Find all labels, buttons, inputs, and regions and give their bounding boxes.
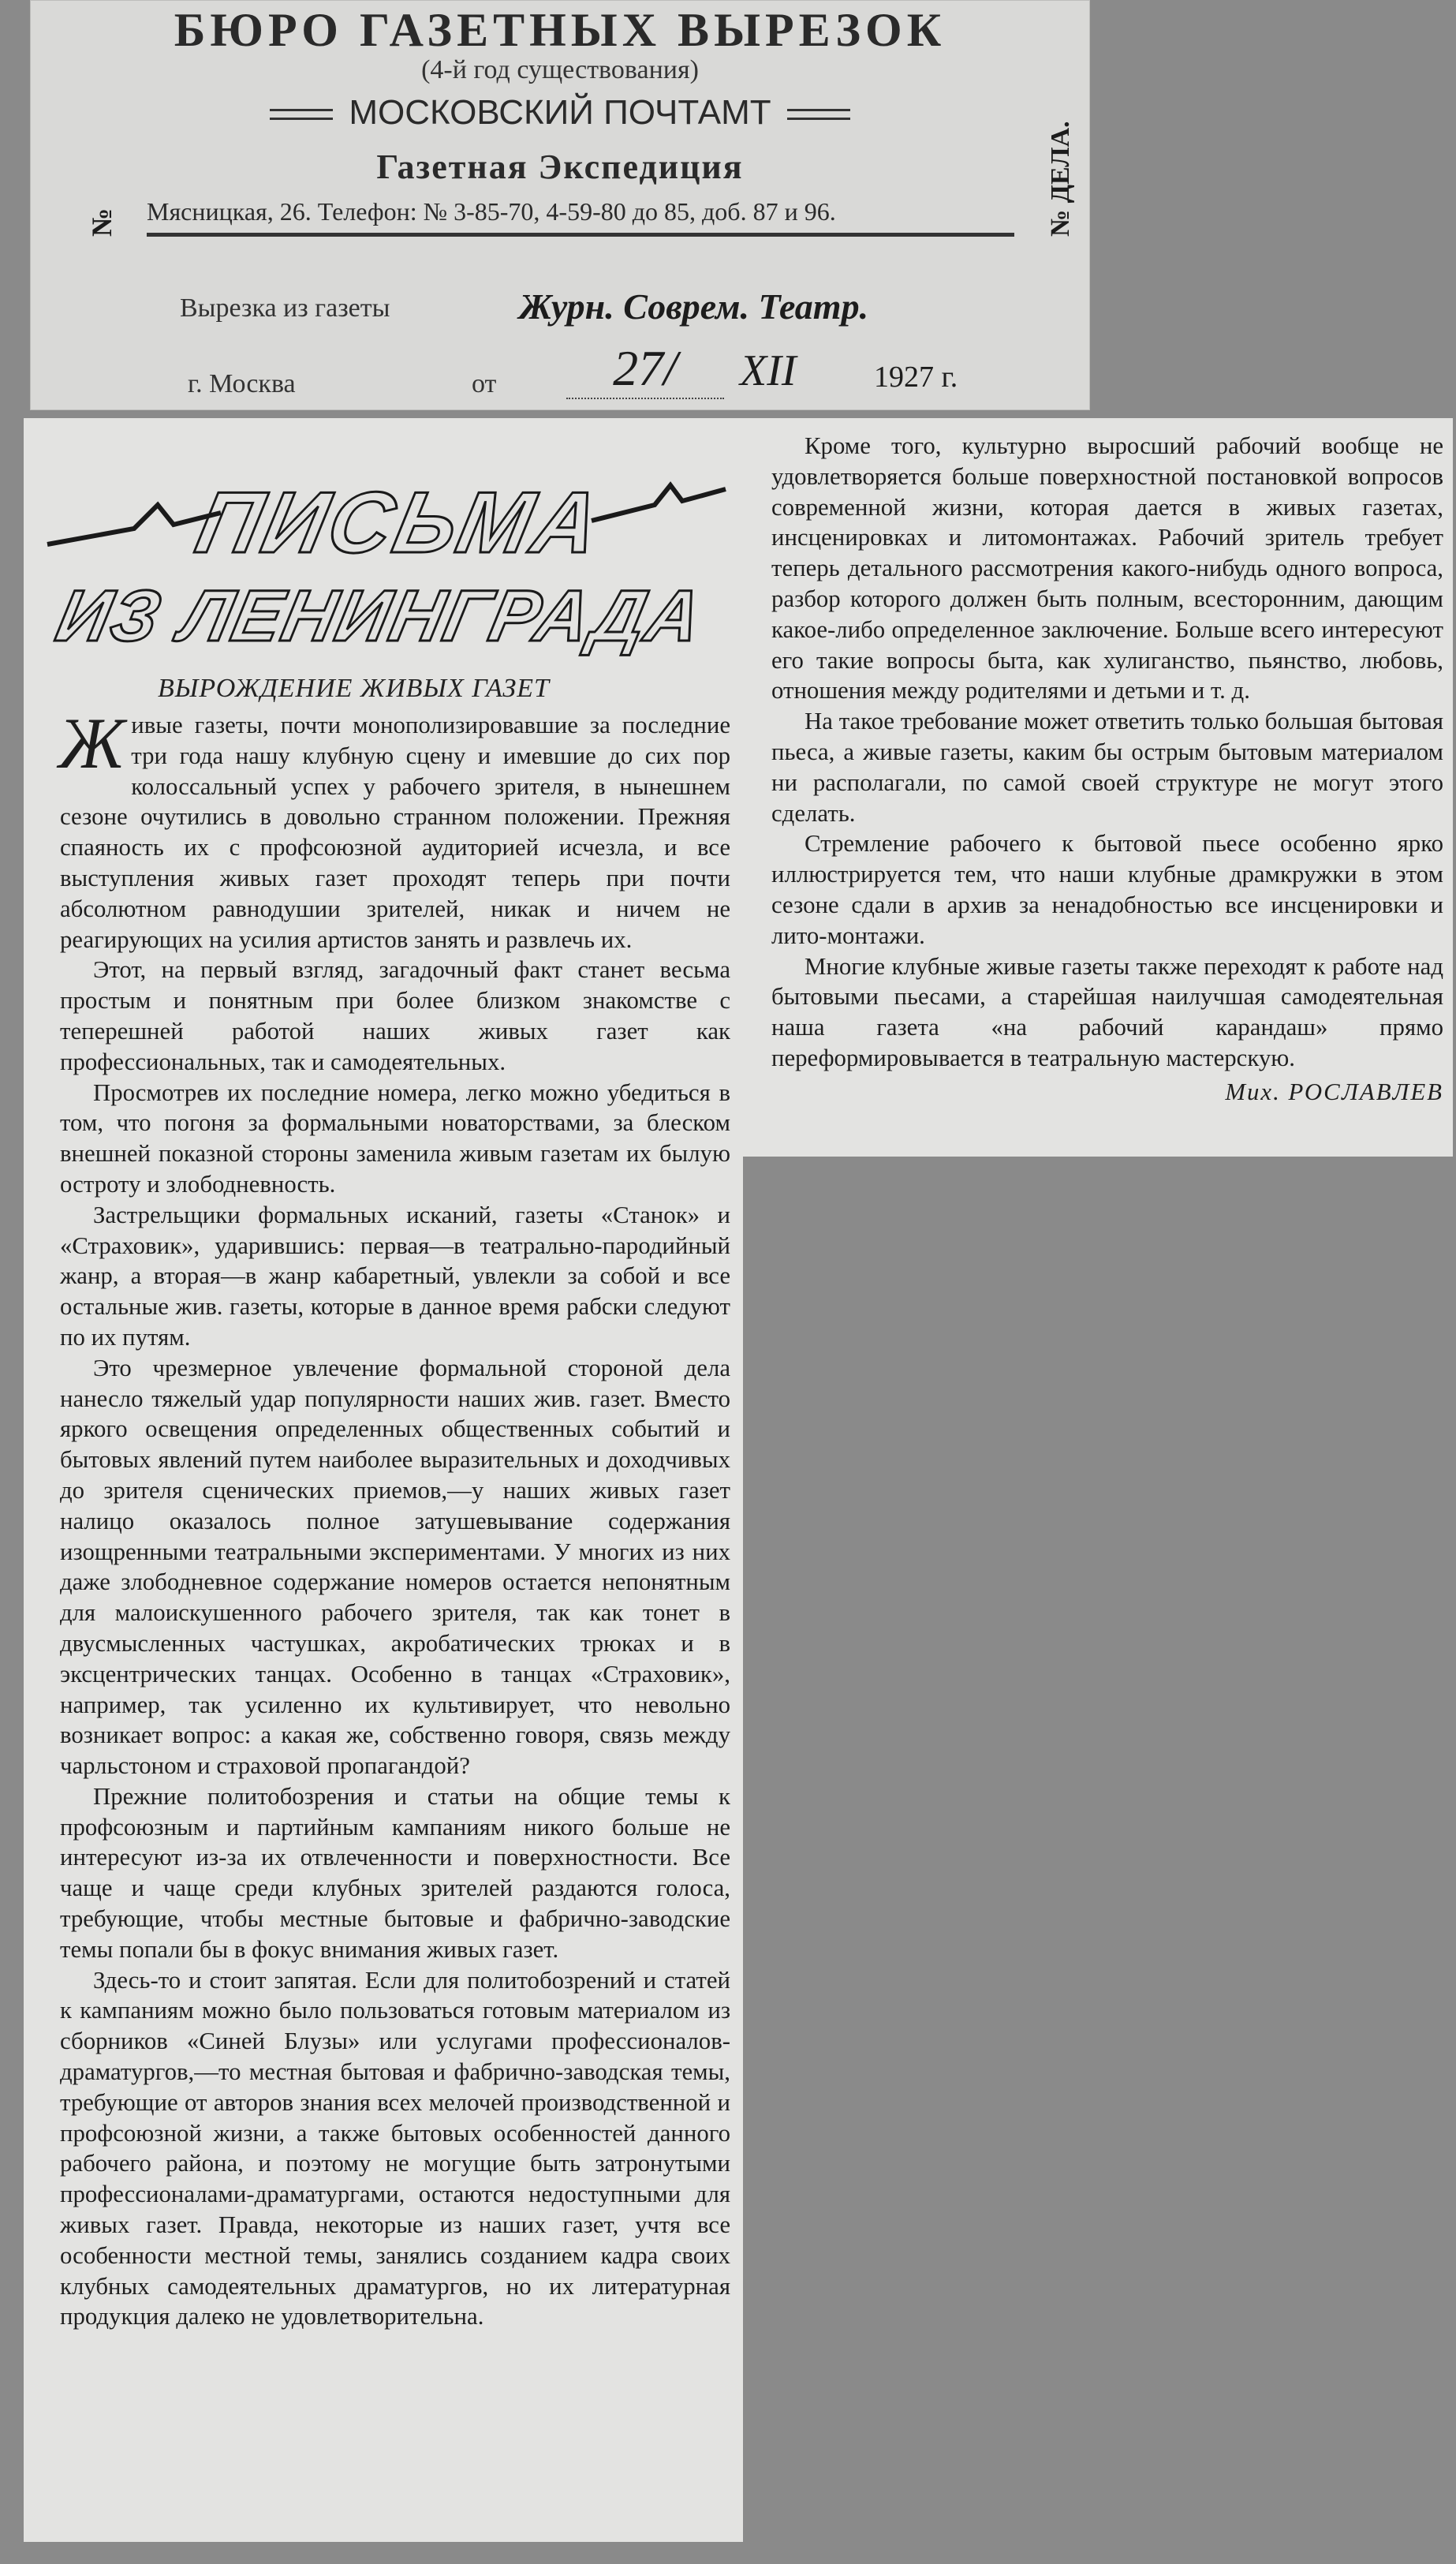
clipping-bureau-slip (30, 0, 1090, 410)
divider (270, 109, 333, 120)
drop-cap: Ж (58, 703, 125, 783)
divider (787, 109, 850, 120)
paragraph: На такое требование может ответить только большая бытовая пьеса, а живые газеты, каким бы острым бытовым материалом ни располагали, по самой своей структуре не могут этого сделать. (771, 708, 1443, 827)
bureau-year: (4-й год существования) (421, 55, 699, 84)
bureau-address: Мясницкая, 26. Телефон: № 3-85-70, 4-59-80 до 85, доб. 87 и 96. (147, 197, 1014, 237)
paragraph: Застрельщики формальных исканий, газеты «Станок» и «Страховик», ударившись: первая—в театрально-пародийный жанр, а вторая—в жанр кабаретный, увлекли за собой и все остальные жив. газеты, которые в данное время рабски следуют по их путям. (60, 1201, 730, 1351)
paragraph: Это чрезмерное увлечение формальной стороной дела нанесло тяжелый удар популярности наших жив. газет. Вместо яркого освещения определенных общественных событий и бытовых явлений путем наиболее выразительных и доходчивых до зрителя сценических приемов,—у наших живых газет налицо оказалось полное затушевывание содержания изощренными театральными экспериментами. У многих из них даже злободневное содержание номеров остается непонятным для малоискушенного рабочего зрителя, так как тонет в двусмысленных частушках, акробатических трюках и в эксцентрических танцах. Особенно в танцах «Страховик», например, так усиленно их культивирует, что невольно возникает вопрос: а какая же, собственно говоря, связь между чарльстоном и страховой пропагандой? (60, 1354, 730, 1780)
bureau-name: БЮРО ГАЗЕТНЫХ ВЫРЕЗОК (174, 4, 946, 56)
lightning-decoration (592, 485, 726, 521)
number-label: № (86, 207, 118, 237)
paragraph: Многие клубные живые газеты также переходят к работе над бытовыми пьесами, а старейшая наилучшая самодеятельная наша газета «на рабочий карандаш» прямо переформировывается в театральную мастерскую. (771, 952, 1443, 1071)
paragraph: Здесь-то и стоит запятая. Если для политобозрений и статей к кампаниям можно было пользоваться готовым материалом из сборников «Синей Блузы» или услугами профессионалов-драматургов,—то местная бытовая и фабрично-заводская темы, требующие от авторов знания всех мелочей производственной и профсоюзной жизни, а также бытовых особенностей данного рабочего района, и поэтому не могущие быть затронутыми профессионалами-драматургами, остаются недоступными для живых газет. Правда, некоторые из наших газет, учтя все особенности местной темы, занялись созданием кадра своих клубных самодеятельных драматургов, но их литературная продукция далеко не удовлетворительна. (60, 1966, 730, 2330)
paragraph: Стремление рабочего к бытовой пьесе особенно ярко иллюстрируется тем, что наши клубные драмкружки в этом сезоне сдали в архив за ненадобностью все инсценировки и лито-монтажи. (771, 830, 1443, 949)
headline-line-2: ИЗ ЛЕНИНГРАДА (50, 574, 711, 656)
article-column-left (58, 703, 730, 2332)
paragraph: Кроме того, культурно выросший рабочий вообще не удовлетворяется больше поверхностной постановкой вопросов современной жизни, которая дается в живых газетах, инсценировках и литомонтажах. Рабочий зритель требует теперь детального рассмотрения какого-нибудь одного вопроса, разбор которого должен быть полным, всесторонним, дающим какое-либо определенное заключение. Больше всего интересуют его такие вопросы быта, как хулиганство, пьянство, любовь, отношения между родителями и детьми и т. д. (771, 432, 1443, 705)
date-from-label: от (472, 369, 497, 398)
date-day: 27/ (566, 339, 724, 399)
post-office (30, 93, 1090, 133)
cut-from-label: Вырезка из газеты (180, 293, 390, 323)
paragraph-text: ивые газеты, почти монополизировавшие за последние три года нашу клубную сцену и имевшие до сих пор колоссальный успех у рабочего зрителя, в нынешнем сезоне очутились в довольно странном положении. Прежняя спаяность их с профсоюзной аудиторией исчезла, и все выступления живых газет проходят теперь при почти абсолютном равнодушии зрителей, никак и ничем не реагирующих на усилия артистов занять и развлечь их. (60, 712, 730, 953)
expedition-label: Газетная Экспедиция (376, 148, 744, 186)
paragraph: Прежние политобозрения и статьи на общие темы к профсоюзным и партийным кампаниям никого больше не интересуют из-за их отвлеченности и поверхностности. Все чаще и чаще среди клубных зрителей раздаются голоса, требующие, чтобы местные бытовые и фабрично-заводские темы попали бы в фокус внимания живых газет. (60, 1782, 730, 1963)
article-author: Мих. РОСЛАВЛЕВ (1225, 1078, 1443, 1105)
paragraph (58, 703, 730, 955)
source-journal: Журн. Соврем. Театр. (519, 286, 869, 327)
post-office-label: МОСКОВСКИЙ ПОЧТАМТ (349, 93, 771, 132)
date-month: XII (740, 346, 797, 395)
case-number-label: № ДЕЛА. (1046, 121, 1075, 237)
headline-line-1: ПИСЬМА (189, 473, 611, 571)
article-subheading: ВЫРОЖДЕНИЕ ЖИВЫХ ГАЗЕТ (158, 674, 550, 703)
article-headline (39, 473, 734, 663)
paragraph: Просмотрев их последние номера, легко можно убедиться в том, что погоня за формальными новаторствами, за блеском внешней показной стороны заменила живым газетам их былую остроту и злободневность. (60, 1078, 730, 1198)
city-label: г. Москва (188, 369, 296, 398)
article-column-right (771, 431, 1443, 1108)
date-year: 1927 г. (874, 361, 958, 394)
paragraph: Этот, на первый взгляд, загадочный факт станет весьма простым и понятным при более близком знакомстве с теперешней работой наших живых газет как профессиональных, так и самодеятельных. (60, 956, 730, 1075)
